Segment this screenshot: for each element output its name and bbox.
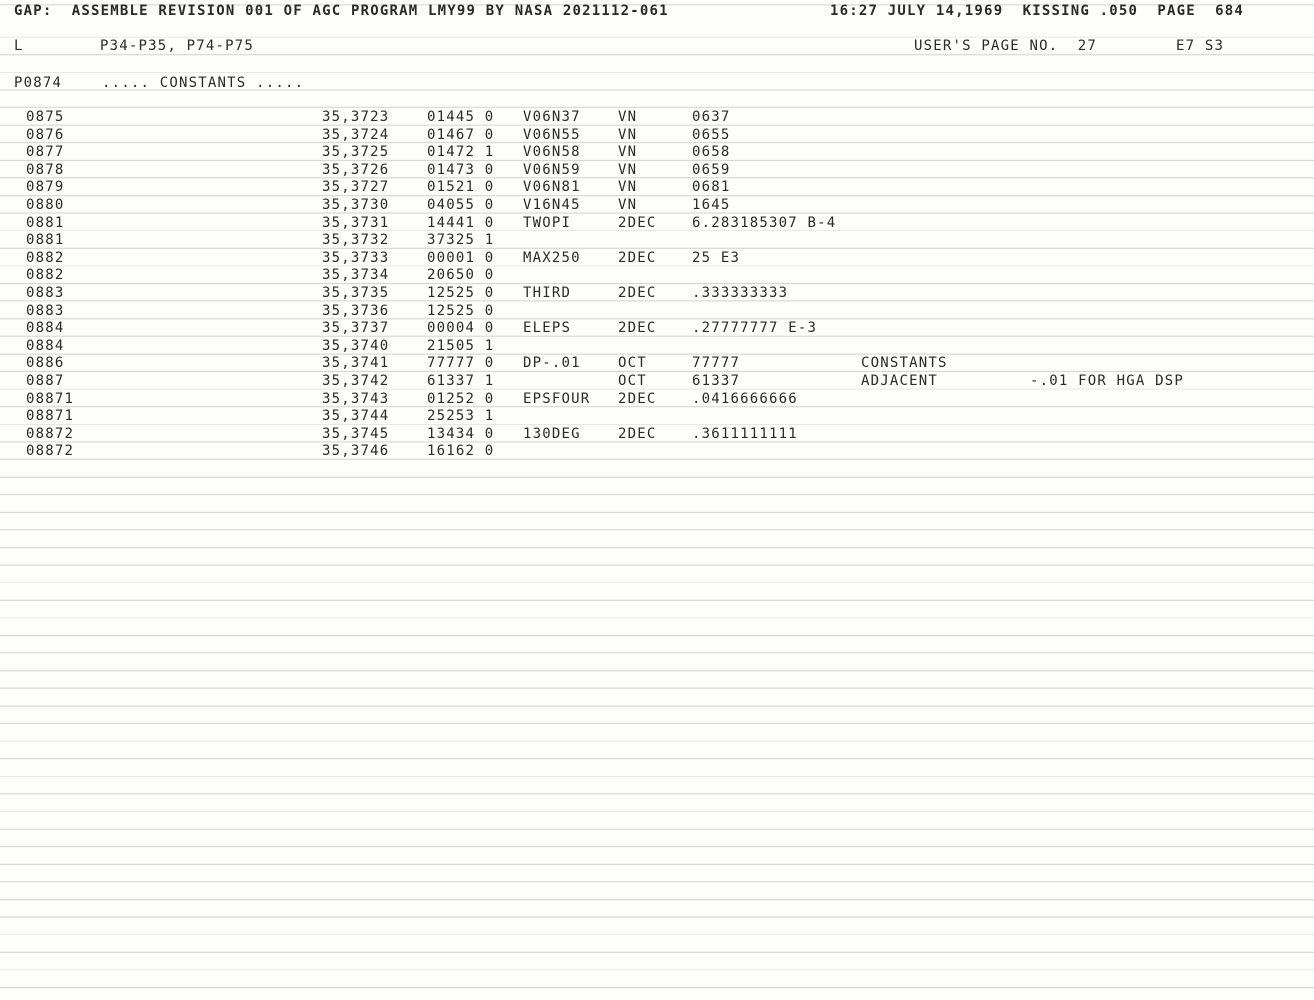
listing-row xyxy=(0,250,1314,268)
listing-row xyxy=(0,338,1314,356)
symbol-label: V06N55 xyxy=(523,126,581,143)
symbol-label: MAX250 xyxy=(523,249,581,266)
address: 35,3735 xyxy=(322,285,390,301)
opcode: VN xyxy=(618,109,638,125)
address: 35,3725 xyxy=(322,144,390,161)
symbol-label: TWOPI xyxy=(523,214,572,231)
comment-note: -.01 FOR HGA DSP xyxy=(1030,373,1185,389)
symbol-label: DP-.01 xyxy=(523,355,581,372)
address: 35,3745 xyxy=(322,425,390,442)
address: 35,3742 xyxy=(322,373,390,389)
address: 35,3730 xyxy=(322,197,390,213)
symbol-label: 130DEG xyxy=(523,425,581,442)
listing-row xyxy=(0,443,1314,461)
listing-row xyxy=(0,408,1314,426)
listing-row xyxy=(0,144,1314,162)
line-number: 0884 xyxy=(26,337,65,354)
operand: 1645 xyxy=(692,197,731,213)
opcode: 2DEC xyxy=(618,285,657,301)
address: 35,3727 xyxy=(322,179,390,196)
opcode: 2DEC xyxy=(618,249,657,266)
line-number: 0881 xyxy=(26,214,65,231)
line-number: 0882 xyxy=(26,249,65,266)
line-number: 0879 xyxy=(26,179,65,196)
listing-row xyxy=(0,373,1314,391)
listing-row xyxy=(0,179,1314,197)
listing-row xyxy=(0,127,1314,145)
address: 35,3732 xyxy=(322,232,390,249)
octal-word: 01445 0 xyxy=(427,109,495,125)
line-number: 0881 xyxy=(26,232,65,249)
comment: CONSTANTS xyxy=(861,355,948,372)
section-line-number: P0874 xyxy=(14,75,63,91)
octal-word: 25253 1 xyxy=(427,408,495,425)
listing-row xyxy=(0,320,1314,338)
symbol-label: V06N37 xyxy=(523,109,581,125)
page-code: E7 S3 xyxy=(1176,38,1225,54)
operand: 0655 xyxy=(692,126,731,143)
octal-word: 20650 0 xyxy=(427,267,495,284)
address: 35,3723 xyxy=(322,109,390,125)
operand: 25 E3 xyxy=(692,249,741,266)
opcode: 2DEC xyxy=(618,425,657,442)
address: 35,3737 xyxy=(322,320,390,337)
octal-word: 01472 1 xyxy=(427,144,495,161)
program-range: P34-P35, P74-P75 xyxy=(100,38,255,54)
opcode: VN xyxy=(618,179,638,196)
symbol-label: V06N81 xyxy=(523,179,581,196)
listing-row xyxy=(0,391,1314,409)
users-page-number: USER'S PAGE NO. 27 xyxy=(914,38,1097,54)
listing-row xyxy=(0,355,1314,373)
operand: .333333333 xyxy=(692,285,789,301)
header-timestamp: 16:27 JULY 14,1969 KISSING .050 PAGE 684 xyxy=(830,3,1245,19)
symbol-label: V16N45 xyxy=(523,197,581,213)
opcode: VN xyxy=(618,126,638,143)
line-number: 0878 xyxy=(26,161,65,178)
octal-word: 14441 0 xyxy=(427,214,495,231)
opcode: 2DEC xyxy=(618,390,657,407)
operand: .0416666666 xyxy=(692,390,798,407)
section-title: ..... CONSTANTS ..... xyxy=(102,75,305,91)
listing-row xyxy=(0,197,1314,215)
line-number: 08872 xyxy=(26,425,75,442)
listing-row xyxy=(0,109,1314,127)
line-number: 0875 xyxy=(26,109,65,125)
opcode: VN xyxy=(618,161,638,178)
operand: .27777777 E-3 xyxy=(692,320,818,337)
operand: 0681 xyxy=(692,179,731,196)
listing-row xyxy=(0,162,1314,180)
octal-word: 13434 0 xyxy=(427,425,495,442)
listing-row xyxy=(0,267,1314,285)
line-number: 0884 xyxy=(26,320,65,337)
opcode: 2DEC xyxy=(618,214,657,231)
octal-word: 01467 0 xyxy=(427,126,495,143)
opcode: OCT xyxy=(618,373,647,389)
octal-word: 00004 0 xyxy=(427,320,495,337)
address: 35,3724 xyxy=(322,126,390,143)
address: 35,3731 xyxy=(322,214,390,231)
octal-word: 61337 1 xyxy=(427,373,495,389)
operand: 6.283185307 B-4 xyxy=(692,214,837,231)
octal-word: 04055 0 xyxy=(427,197,495,213)
address: 35,3743 xyxy=(322,390,390,407)
line-number: 0882 xyxy=(26,267,65,284)
operand: 77777 xyxy=(692,355,741,372)
octal-word: 00001 0 xyxy=(427,249,495,266)
line-number: 0883 xyxy=(26,302,65,319)
opcode: 2DEC xyxy=(618,320,657,337)
header-title: GAP: ASSEMBLE REVISION 001 OF AGC PROGRAM LMY99 BY NASA 2021112-061 xyxy=(14,3,669,19)
octal-word: 01521 0 xyxy=(427,179,495,196)
listing-row xyxy=(0,232,1314,250)
address: 35,3736 xyxy=(322,302,390,319)
line-number: 08871 xyxy=(26,390,75,407)
octal-word: 21505 1 xyxy=(427,337,495,354)
address: 35,3726 xyxy=(322,161,390,178)
line-number: 0880 xyxy=(26,197,65,213)
line-number: 08871 xyxy=(26,408,75,425)
address: 35,3746 xyxy=(322,443,390,460)
listing-row xyxy=(0,285,1314,303)
octal-word: 77777 0 xyxy=(427,355,495,372)
listing-row xyxy=(0,303,1314,321)
listing-row xyxy=(0,426,1314,444)
symbol-label: ELEPS xyxy=(523,320,572,337)
address: 35,3734 xyxy=(322,267,390,284)
listing-flag: L xyxy=(14,38,24,54)
operand: 0658 xyxy=(692,144,731,161)
symbol-label: V06N58 xyxy=(523,144,581,161)
octal-word: 01473 0 xyxy=(427,161,495,178)
symbol-label: EPSFOUR xyxy=(523,390,591,407)
symbol-label: THIRD xyxy=(523,285,572,301)
octal-word: 12525 0 xyxy=(427,302,495,319)
address: 35,3744 xyxy=(322,408,390,425)
octal-word: 12525 0 xyxy=(427,285,495,301)
octal-word: 01252 0 xyxy=(427,390,495,407)
comment: ADJACENT xyxy=(861,373,939,389)
line-number: 0876 xyxy=(26,126,65,143)
opcode: VN xyxy=(618,197,638,213)
line-number: 0883 xyxy=(26,285,65,301)
address: 35,3741 xyxy=(322,355,390,372)
line-number: 0886 xyxy=(26,355,65,372)
line-number: 08872 xyxy=(26,443,75,460)
address: 35,3733 xyxy=(322,249,390,266)
line-number: 0877 xyxy=(26,144,65,161)
address: 35,3740 xyxy=(322,337,390,354)
operand: .3611111111 xyxy=(692,425,798,442)
octal-word: 16162 0 xyxy=(427,443,495,460)
opcode: VN xyxy=(618,144,638,161)
octal-word: 37325 1 xyxy=(427,232,495,249)
symbol-label: V06N59 xyxy=(523,161,581,178)
listing-row xyxy=(0,215,1314,233)
operand: 61337 xyxy=(692,373,741,389)
opcode: OCT xyxy=(618,355,647,372)
operand: 0659 xyxy=(692,161,731,178)
line-number: 0887 xyxy=(26,373,65,389)
operand: 0637 xyxy=(692,109,731,125)
